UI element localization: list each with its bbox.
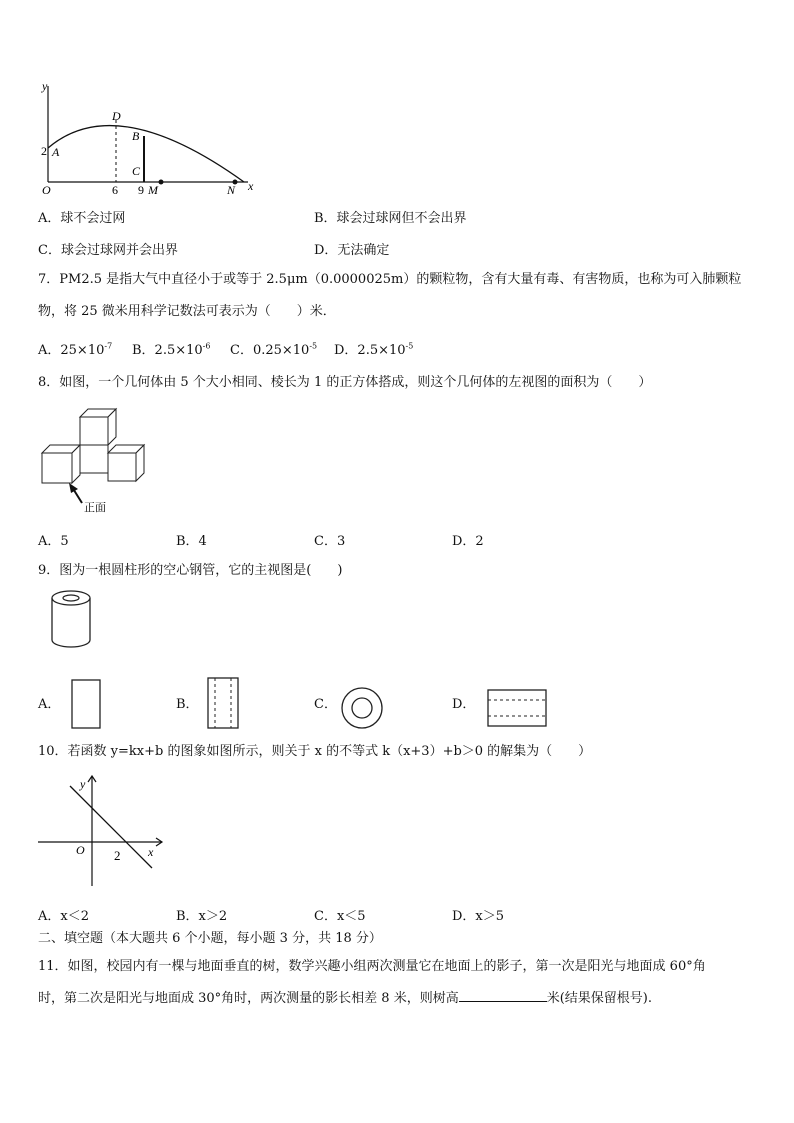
- label-b: B: [132, 129, 140, 143]
- label-a: A: [52, 145, 60, 159]
- label-x: x: [248, 179, 254, 193]
- option-c-ring: [340, 686, 384, 730]
- q7-option-b[interactable]: B．$2.5\times 10^{-6}$: [132, 341, 211, 358]
- q10-option-a[interactable]: A．x＜2: [38, 909, 89, 924]
- label-two: 2: [114, 848, 121, 863]
- hollow-pipe-figure: [48, 588, 94, 650]
- q8-question: 8．如图，一个几何体由 5 个大小相同、棱长为 1 的正方体搭成，则这个几何体的左视图的面积为（ ）: [38, 375, 652, 390]
- q6-option-d[interactable]: D．无法确定: [314, 243, 390, 258]
- label-y: y: [42, 80, 48, 93]
- label-nine: 9: [138, 183, 144, 197]
- label-m: M: [148, 183, 158, 197]
- q11-line2-prefix: 时，第二次是阳光与地面成 30°角时，两次测量的影长相差 8 米，则树高: [38, 991, 459, 1006]
- front-label: 正面: [84, 502, 106, 514]
- q10-question: 10．若函数 y=kx+b 的图象如图所示，则关于 x 的不等式 k（x+3）+b＞0 的解集为（ ）: [38, 744, 592, 759]
- label-n: N: [227, 183, 236, 197]
- q9-option-c[interactable]: C．: [314, 697, 337, 712]
- q6-option-a[interactable]: A．球不会过网: [38, 211, 126, 226]
- q10-option-c[interactable]: C．x＜5: [314, 909, 366, 924]
- cubes-figure: [38, 403, 150, 517]
- q8-option-b[interactable]: B．4: [176, 534, 207, 549]
- q6-option-c[interactable]: C．球会过球网并会出界: [38, 243, 178, 258]
- q8-option-a[interactable]: A．5: [38, 534, 69, 549]
- section-heading-fill-blank: 二、填空题（本大题共 6 个小题，每小题 3 分，共 18 分）: [38, 931, 382, 946]
- q7-line2: 物，将 25 微米用科学记数法可表示为（ ）米．: [38, 304, 336, 319]
- arrow-head: [69, 483, 78, 493]
- q11-line1: 11．如图，校园内有一棵与地面垂直的树，数学兴趣小组两次测量它在地面上的影子，第一次是阳光与地面成 60°角: [38, 959, 706, 974]
- label-o: O: [42, 183, 51, 197]
- q9-option-d[interactable]: D．: [452, 697, 476, 712]
- label-two: 2: [41, 144, 47, 158]
- trajectory-figure: [34, 80, 264, 198]
- label-c: C: [132, 164, 141, 178]
- q7-option-d[interactable]: D．$2.5\times 10^{-5}$: [334, 341, 414, 358]
- q9-option-b[interactable]: B．: [176, 697, 199, 712]
- option-a-rectangle: [66, 676, 106, 730]
- q10-option-d[interactable]: D．x＞5: [452, 909, 505, 924]
- parabola-curve: [48, 126, 244, 182]
- q7-option-a[interactable]: A．$25\times 10^{-7}$: [38, 341, 113, 358]
- q11-answer-blank[interactable]: [459, 989, 547, 1002]
- q7-line1: 7．PM2.5 是指大气中直径小于或等于 2.5μm（0.0000025m）的颗粒物，含有大量有毒、有害物质，也称为可入肺颗粒: [38, 272, 742, 287]
- q9-option-a[interactable]: A．: [38, 697, 61, 712]
- q11-line2: [38, 989, 652, 1008]
- label-x: x: [148, 845, 154, 859]
- point-m: [159, 180, 164, 185]
- q8-option-c[interactable]: C．3: [314, 534, 346, 549]
- label-o: O: [76, 843, 85, 857]
- label-d: D: [112, 109, 121, 123]
- option-d-rectangle-dashed: [484, 686, 550, 730]
- option-b-rectangle-dashed: [204, 676, 244, 730]
- q7-option-c[interactable]: C．$0.25\times 10^{-5}$: [230, 341, 318, 358]
- q11-line2-suffix: 米(结果保留根号).: [546, 991, 652, 1006]
- q6-option-b[interactable]: B．球会过球网但不会出界: [314, 211, 467, 226]
- q8-option-d[interactable]: D．2: [452, 534, 484, 549]
- q9-question: 9．图为一根圆柱形的空心钢管，它的主视图是( ): [38, 563, 343, 578]
- q10-option-b[interactable]: B．x＞2: [176, 909, 228, 924]
- label-y: y: [80, 777, 86, 791]
- label-six: 6: [112, 183, 118, 197]
- linear-function-figure: [34, 772, 170, 892]
